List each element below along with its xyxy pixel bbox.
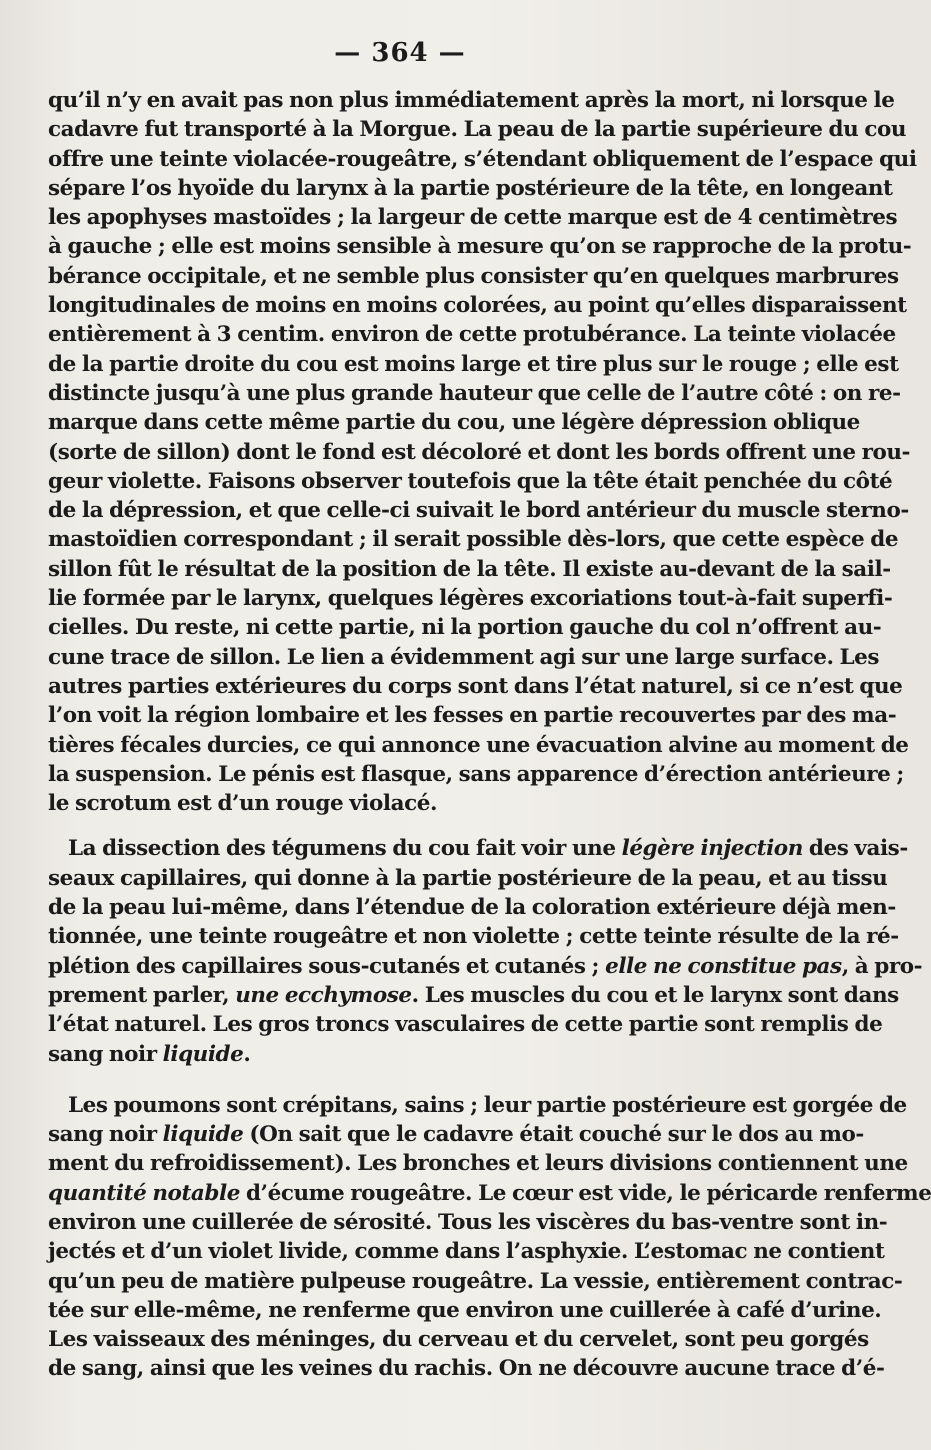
paragraph <box>48 1091 931 1384</box>
paragraph <box>48 834 923 1068</box>
text-line: mastoïdien correspondant ; il serait possible dès-lors, que cette espèce de <box>48 527 899 553</box>
text-line: les apophyses mastoïdes ; la largeur de cette marque est de 4 centimètres <box>48 205 898 231</box>
text-line: cielles. Du reste, ni cette partie, ni la portion gauche du col n’offrent au- <box>48 615 882 641</box>
text-line: qu’un peu de matière pulpeuse rougeâtre. La vessie, entièrement contrac- <box>48 1268 903 1294</box>
text-line: tionnée, une teinte rougeâtre et non violette ; cette teinte résulte de la ré- <box>48 924 899 950</box>
text-line: Les vaisseaux des méninges, du cerveau et du cervelet, sont peu gorgés <box>48 1327 869 1353</box>
text-line: longitudinales de moins en moins colorées, au point qu’elles disparaissent <box>48 293 907 319</box>
text-line: cune trace de sillon. Le lien a évidemment agi sur une large surface. Les <box>48 644 880 670</box>
text-line: marque dans cette même partie du cou, une légère dépression oblique <box>48 410 860 436</box>
text-line: de sang, ainsi que les veines du rachis. On ne découvre aucune trace d’é- <box>48 1356 885 1382</box>
paragraph-gap <box>48 1069 778 1091</box>
text-line: sang noir liquide (On sait que le cadavre était couché sur le dos au mo- <box>48 1122 864 1148</box>
text-line: ment du refroidissement). Les bronches et leurs divisions contiennent une <box>48 1151 908 1177</box>
text-line: tée sur elle-même, ne renferme que environ une cuillerée à café d’urine. <box>48 1297 882 1323</box>
text-line: de la partie droite du cou est moins large et tire plus sur le rouge ; elle est <box>48 351 899 377</box>
paragraph-gap <box>48 818 778 834</box>
text-line: à gauche ; elle est moins sensible à mesure qu’on se rapproche de la protu- <box>48 234 912 260</box>
text-line: distincte jusqu’à une plus grande hauteur que celle de l’autre côté : on re- <box>48 380 901 406</box>
text-line: qu’il n’y en avait pas non plus immédiatement après la mort, ni lorsque le <box>48 88 895 113</box>
text-line: de la dépression, et que celle-ci suivait le bord antérieur du muscle sterno- <box>48 498 909 524</box>
text-line: autres parties extérieures du corps sont dans l’état naturel, si ce n’est que <box>48 673 903 699</box>
text-line: lie formée par le larynx, quelques légères excoriations tout-à-fait superfi- <box>48 586 893 612</box>
paragraph <box>48 86 917 818</box>
text-line: environ une cuillerée de sérosité. Tous les viscères du bas-ventre sont in- <box>48 1209 888 1235</box>
text-line: (sorte de sillon) dont le fond est décoloré et dont les bords offrent une rou- <box>48 439 911 465</box>
text-line: l’état naturel. Les gros troncs vasculaires de cette partie sont remplis de <box>48 1012 883 1038</box>
page-number: — 364 — <box>334 38 466 68</box>
text-line: bérance occipitale, et ne semble plus consister qu’en quelques marbrures <box>48 263 899 289</box>
text-line: tières fécales durcies, ce qui annonce une évacuation alvine au moment de <box>48 732 909 758</box>
text-line: sang noir liquide. <box>48 1041 251 1067</box>
text-line: offre une teinte violacée-rougeâtre, s’étendant obliquement de l’espace qui <box>48 146 917 172</box>
text-line: quantité notable d’écume rougeâtre. Le cœur est vide, le péricarde renferme <box>48 1180 931 1206</box>
text-line: l’on voit la région lombaire et les fesses en partie recouvertes par des ma- <box>48 703 897 729</box>
text-line: sillon fût le résultat de la position de la tête. Il existe au-devant de la sail- <box>48 556 891 582</box>
text-line: plétion des capillaires sous-cutanés et cutanés ; elle ne constitue pas, à pro- <box>48 953 923 979</box>
body-text <box>48 86 931 1384</box>
text-line: de la peau lui-même, dans l’étendue de la coloration extérieure déjà men- <box>48 895 896 921</box>
text-line: cadavre fut transporté à la Morgue. La peau de la partie supérieure du cou <box>48 117 907 143</box>
text-line: jectés et d’un violet livide, comme dans l’asphyxie. L’estomac ne contient <box>48 1239 885 1265</box>
text-line: La dissection des tégumens du cou fait voir une légère injection des vais- <box>68 836 908 862</box>
text-line: Les poumons sont crépitans, sains ; leur partie postérieure est gorgée de <box>68 1092 907 1118</box>
text-line: sépare l’os hyoïde du larynx à la partie postérieure de la tête, en longeant <box>48 175 893 201</box>
text-line: le scrotum est d’un rouge violacé. <box>48 791 438 817</box>
text-line: seaux capillaires, qui donne à la partie postérieure de la peau, et au tissu <box>48 865 888 891</box>
text-line: geur violette. Faisons observer toutefois que la tête était penchée du côté <box>48 468 893 494</box>
text-line: entièrement à 3 centim. environ de cette protubérance. La teinte violacée <box>48 322 896 348</box>
text-line: prement parler, une ecchymose. Les muscles du cou et le larynx sont dans <box>48 982 899 1008</box>
text-line: la suspension. Le pénis est flasque, sans apparence d’érection antérieure ; <box>48 761 904 787</box>
